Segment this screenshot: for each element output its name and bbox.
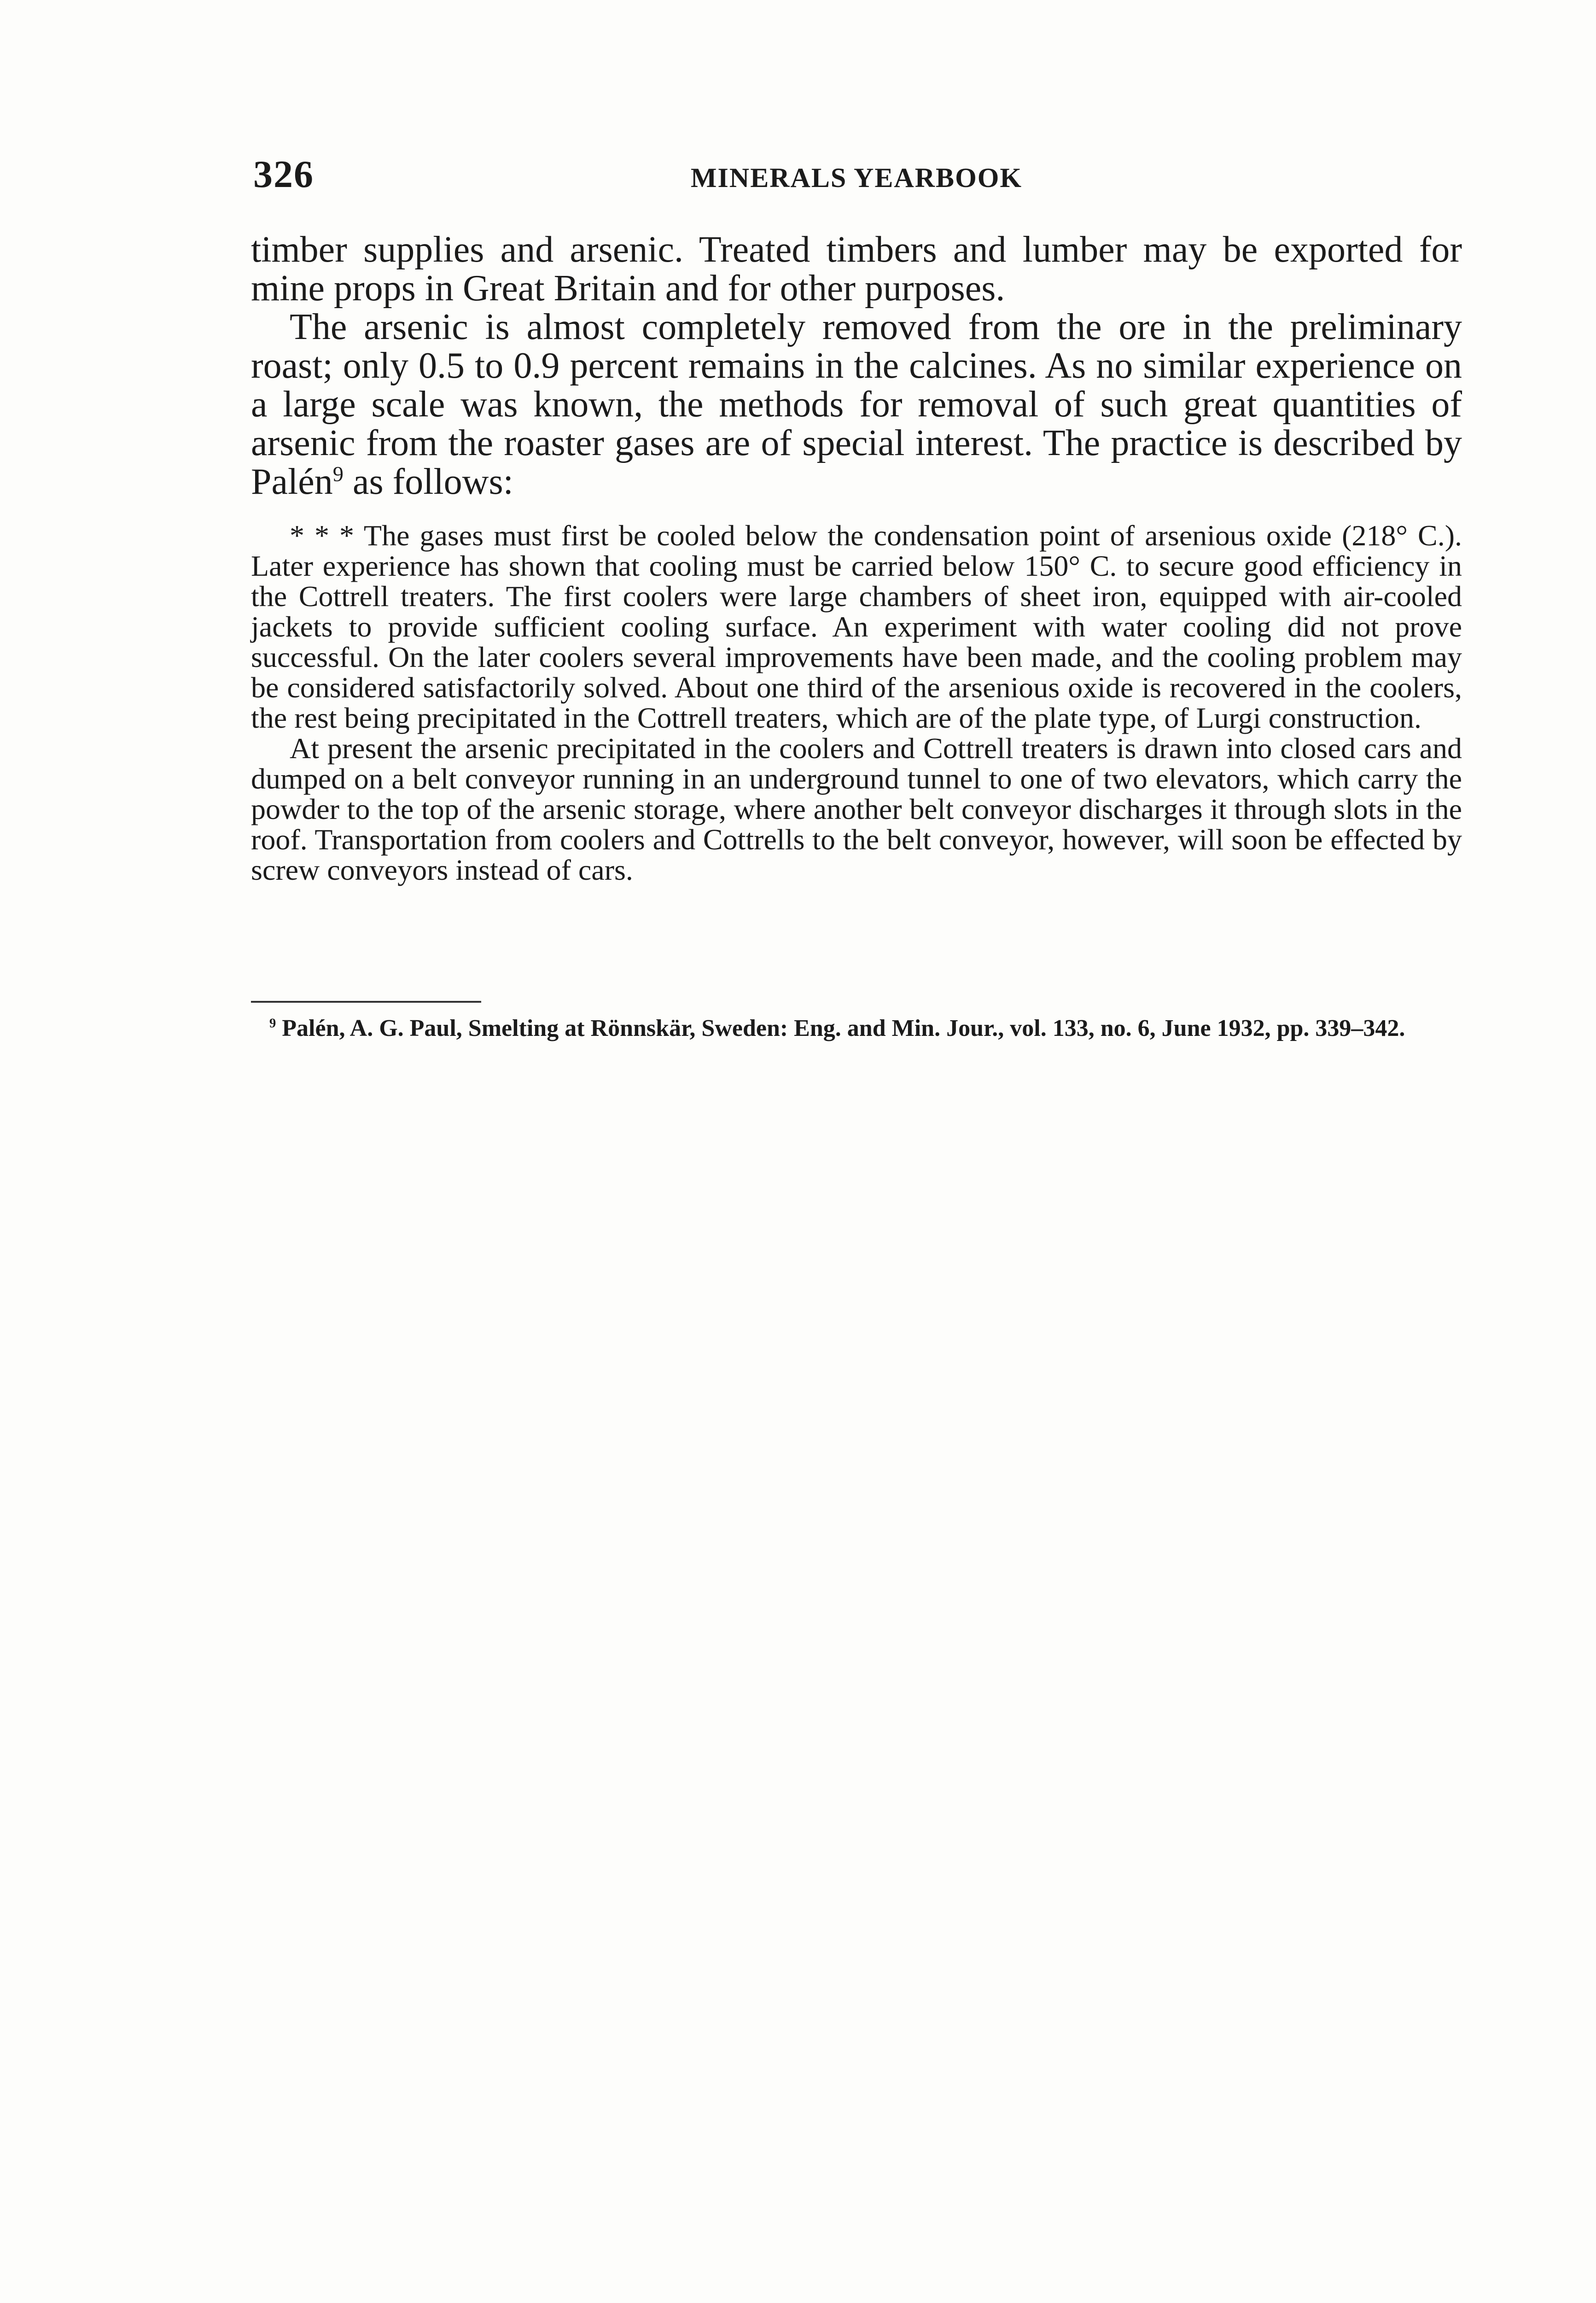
body-paragraph-1: timber supplies and arsenic. Treated timbers and lumber may be exported for mine props in Great Britain and for other purposes. xyxy=(251,229,1462,309)
page-header xyxy=(253,152,1460,207)
quote-paragraph-2: At present the arsenic precipitated in the coolers and Cottrell treaters is drawn into closed cars and dumped on a belt conveyor running in an underground tunnel to one of two elevators, which carry the powder to the top of the arsenic storage, where another belt conveyor discharges it through slots in the roof. Transportation from coolers and Cottrells to the belt conveyor, however, will soon be effected by screw conveyors instead of cars. xyxy=(251,732,1462,886)
footnote-text: Palén, A. G. Paul, Smelting at Rönnskär, Sweden: Eng. and Min. Jour., vol. 133, no. 6, June 1932, pp. 339–342. xyxy=(276,1015,1405,1041)
block-quote xyxy=(251,520,1462,885)
footnote-divider xyxy=(251,1001,481,1003)
body-paragraph-2 xyxy=(251,308,1462,501)
body-text xyxy=(251,230,1462,501)
footnote-marker: 9 xyxy=(269,1016,276,1031)
body-paragraph-2-end: as follows: xyxy=(343,462,513,502)
page-number: 326 xyxy=(253,153,314,196)
quote-paragraph-1: * * * The gases must first be cooled below the condensation point of arsenious oxide (218° C.). Later experience has shown that cooling must be carried below 150° C. to secure good efficiency in the Cottrell treaters. The first coolers were large chambers of sheet iron, equipped with air-cooled jackets to provide sufficient cooling surface. An experiment with water cooling did not prove successful. On the later coolers several improvements have been made, and the cooling problem may be considered satisfactorily solved. About one third of the arsenious oxide is recovered in the coolers, the rest being precipitated in the Cottrell treaters, which are of the plate type, of Lurgi construction. xyxy=(251,519,1462,734)
body-paragraph-2-text: The arsenic is almost completely removed from the ore in the preliminary roast; only 0.5 to 0.9 percent remains in the calcines. As no similar experience on a large scale was known, the methods for removal of such great quantities of arsenic from the roaster gases are of special interest. The practice is described by Palén xyxy=(251,307,1462,502)
footnote xyxy=(251,1016,1462,1041)
running-title: MINERALS YEARBOOK xyxy=(690,163,1023,193)
footnote-reference: 9 xyxy=(332,462,344,486)
